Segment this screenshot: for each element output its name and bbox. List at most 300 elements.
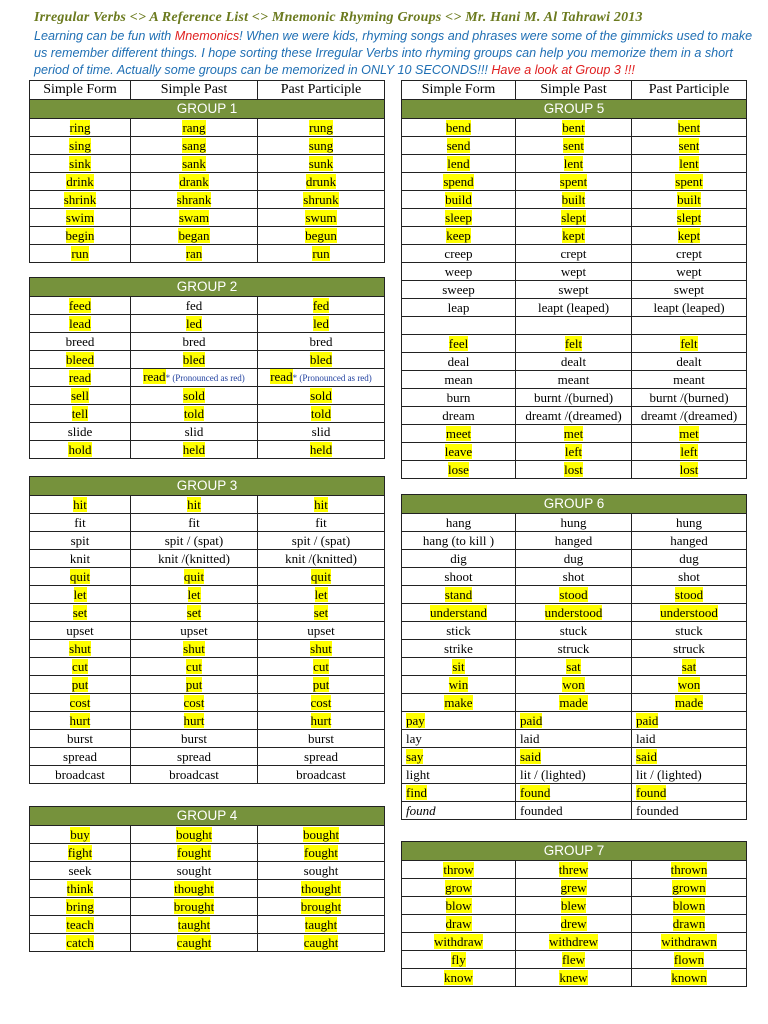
verb-row <box>402 586 747 604</box>
verb-text: breed <box>65 333 95 349</box>
group7-table <box>401 841 747 987</box>
verb-text: shrank <box>176 191 212 207</box>
past-participle-cell <box>258 622 385 640</box>
past-participle-cell <box>632 915 747 933</box>
simple-past-cell <box>516 137 632 155</box>
past-participle-cell <box>632 658 747 676</box>
verb-text: swept <box>673 281 705 297</box>
verb-text: let <box>73 586 87 602</box>
simple-form-cell <box>30 640 131 658</box>
past-participle-cell <box>632 730 747 748</box>
verb-text: sung <box>308 137 334 153</box>
simple-form-cell <box>30 898 131 916</box>
simple-past-cell <box>131 387 258 405</box>
simple-past-cell <box>516 299 632 317</box>
past-participle-cell <box>632 371 747 389</box>
verb-row <box>402 209 747 227</box>
verb-text: upset <box>66 622 94 638</box>
col-simple-past: Simple Past <box>516 81 632 100</box>
verb-text: dug <box>679 550 699 566</box>
verb-text: grow <box>445 879 472 895</box>
simple-form-cell <box>402 897 516 915</box>
verb-text: grown <box>672 879 706 895</box>
verb-text: sit <box>452 658 465 674</box>
column-header-row <box>30 81 385 100</box>
verb-row <box>402 915 747 933</box>
verb-text: shrunk <box>303 191 339 207</box>
simple-form-cell <box>402 461 516 479</box>
verb-row <box>30 155 385 173</box>
simple-form-cell <box>402 227 516 245</box>
verb-text: know <box>444 969 473 985</box>
verb-text: bred <box>182 333 206 349</box>
simple-past-cell <box>516 933 632 951</box>
verb-text: set <box>72 604 88 620</box>
simple-form-cell <box>402 640 516 658</box>
verb-text: struck <box>557 640 590 656</box>
verb-text: burn <box>446 389 471 405</box>
verb-row <box>30 934 385 952</box>
verb-text: won <box>562 676 585 692</box>
intro-text-2: ! When we were kids, rhyming songs and phrases were some of the gimmicks used to make us remember different things. I hope sorting these Irregular Verbs into rhyming groups can help you memorize them in a short period of time. Actually some groups can be memorized in ONLY 10 SECONDS!!! <box>34 29 753 77</box>
verb-text: lent <box>679 155 699 171</box>
simple-past-cell <box>131 423 258 441</box>
past-participle-cell <box>258 441 385 459</box>
verb-text: ran <box>185 245 203 261</box>
verb-text: leapt (leaped) <box>653 299 725 315</box>
group3-body <box>30 496 385 784</box>
verb-text: laid <box>636 730 656 746</box>
verb-text: understood <box>660 604 718 620</box>
verb-text: slept <box>561 209 586 225</box>
verb-row <box>402 514 747 532</box>
past-participle-cell <box>632 443 747 461</box>
verb-row <box>402 748 747 766</box>
verb-text: dreamt /(dreamed) <box>640 407 738 423</box>
verb-row <box>402 389 747 407</box>
verb-text: laid <box>520 730 540 746</box>
verb-text: lost <box>564 461 583 477</box>
simple-past-cell <box>131 622 258 640</box>
verb-text: buy <box>70 826 90 842</box>
verb-text: blew <box>560 897 587 913</box>
verb-text: cut <box>72 658 88 674</box>
group4-table <box>29 806 385 952</box>
past-participle-cell <box>258 387 385 405</box>
verb-text: burst <box>67 730 93 746</box>
verb-text: hold <box>68 441 92 457</box>
simple-form-cell <box>30 315 131 333</box>
verb-text: found <box>520 784 551 800</box>
group-title: GROUP 6 <box>402 495 747 514</box>
past-participle-cell <box>632 694 747 712</box>
simple-past-cell <box>131 586 258 604</box>
verb-row <box>30 209 385 227</box>
simple-past-cell <box>516 748 632 766</box>
past-participle-cell <box>258 748 385 766</box>
verb-row <box>402 676 747 694</box>
pronunciation-note: * (Pronounced as red) <box>292 373 372 383</box>
simple-form-cell <box>402 676 516 694</box>
verb-text: kept <box>677 227 701 243</box>
group5-table <box>401 80 747 479</box>
simple-form-cell <box>402 658 516 676</box>
verb-row <box>402 622 747 640</box>
verb-text: blown <box>672 897 706 913</box>
simple-past-cell <box>516 622 632 640</box>
verb-row <box>402 640 747 658</box>
verb-text: found <box>406 802 436 818</box>
verb-text: hanged <box>554 532 593 548</box>
verb-text: knit /(knitted) <box>158 550 230 566</box>
past-participle-cell <box>632 209 747 227</box>
simple-past-cell <box>516 263 632 281</box>
simple-past-cell <box>516 951 632 969</box>
verb-text: run <box>71 245 89 261</box>
simple-past-cell <box>131 712 258 730</box>
verb-text: slid <box>184 423 204 439</box>
simple-form-cell <box>30 423 131 441</box>
verb-text: set <box>186 604 202 620</box>
simple-form-cell <box>30 333 131 351</box>
simple-form-cell <box>402 137 516 155</box>
simple-past-cell <box>516 173 632 191</box>
past-participle-cell <box>632 425 747 443</box>
mnemonics-word: Mnemonics <box>174 29 240 43</box>
simple-past-cell <box>516 766 632 784</box>
verb-text: swim <box>65 209 95 225</box>
simple-form-cell <box>402 425 516 443</box>
past-participle-cell <box>258 532 385 550</box>
simple-form-cell <box>402 766 516 784</box>
simple-form-cell <box>402 712 516 730</box>
past-participle-cell <box>632 263 747 281</box>
verb-text: build <box>445 191 472 207</box>
past-participle-cell <box>258 658 385 676</box>
verb-row <box>402 299 747 317</box>
simple-form-cell <box>30 405 131 423</box>
group2-body <box>30 297 385 459</box>
simple-form-cell <box>30 137 131 155</box>
verb-text: broadcast <box>55 766 105 782</box>
group4-body <box>30 826 385 952</box>
group6-body <box>402 514 747 820</box>
simple-past-cell <box>131 191 258 209</box>
group2-table <box>29 277 385 459</box>
page-title: Irregular Verbs <> A Reference List <> Mnemonic Rhyming Groups <> Mr. Hani M. Al Tahrawi 2013 <box>34 10 643 25</box>
verb-text: put <box>312 676 330 692</box>
verb-text: understood <box>544 604 603 620</box>
verb-text: slid <box>311 423 331 439</box>
past-participle-cell <box>258 496 385 514</box>
verb-text: knew <box>559 969 588 985</box>
past-participle-cell <box>632 335 747 353</box>
verb-text: shot <box>562 568 585 584</box>
verb-row <box>402 407 747 425</box>
group-title: GROUP 2 <box>30 278 385 297</box>
simple-past-cell <box>516 155 632 173</box>
past-participle-cell <box>258 916 385 934</box>
simple-past-cell <box>131 568 258 586</box>
verb-row <box>30 898 385 916</box>
simple-form-cell <box>402 748 516 766</box>
verb-text: kept <box>562 227 585 243</box>
verb-text: grew <box>560 879 587 895</box>
past-participle-cell <box>632 550 747 568</box>
verb-text: knit <box>69 550 91 566</box>
verb-row <box>30 766 385 784</box>
simple-past-cell <box>131 604 258 622</box>
simple-past-cell <box>516 209 632 227</box>
simple-past-cell <box>516 532 632 550</box>
past-participle-cell <box>258 730 385 748</box>
verb-text: withdraw <box>433 933 484 949</box>
simple-past-cell <box>131 658 258 676</box>
simple-form-cell <box>30 658 131 676</box>
verb-row <box>402 155 747 173</box>
verb-row <box>30 658 385 676</box>
verb-text: hanged <box>670 532 708 548</box>
verb-text: spit / (spat) <box>291 532 351 548</box>
verb-text: said <box>520 748 541 764</box>
simple-past-cell <box>516 802 632 820</box>
verb-row <box>30 173 385 191</box>
past-participle-cell <box>258 351 385 369</box>
simple-past-cell <box>516 712 632 730</box>
verb-text: paid <box>520 712 543 728</box>
simple-past-cell <box>131 898 258 916</box>
verb-text: burnt /(burned) <box>649 389 729 405</box>
verb-text: lost <box>679 461 699 477</box>
verb-row <box>30 826 385 844</box>
verb-text: drew <box>560 915 587 931</box>
verb-text: burnt /(burned) <box>533 389 614 405</box>
verb-text: found <box>636 784 667 800</box>
verb-row <box>402 861 747 879</box>
simple-form-cell <box>30 844 131 862</box>
verb-row <box>402 532 747 550</box>
simple-form-cell <box>402 245 516 263</box>
group5a-body <box>402 119 747 317</box>
verb-text: made <box>559 694 588 710</box>
simple-past-cell <box>516 550 632 568</box>
verb-text: quit <box>69 568 91 584</box>
verb-row <box>30 441 385 459</box>
simple-past-cell <box>131 514 258 532</box>
past-participle-cell <box>258 155 385 173</box>
verb-text: lead <box>69 315 91 331</box>
verb-row <box>30 297 385 315</box>
simple-form-cell <box>30 766 131 784</box>
simple-form-cell <box>402 119 516 137</box>
verb-text: sought <box>303 862 339 878</box>
verb-text: lit / (lighted) <box>520 766 586 782</box>
verb-text: stuck <box>675 622 703 638</box>
simple-past-cell <box>516 227 632 245</box>
verb-text: fly <box>451 951 466 967</box>
verb-row <box>30 712 385 730</box>
simple-form-cell <box>402 730 516 748</box>
verb-text: left <box>564 443 583 459</box>
past-participle-cell <box>258 694 385 712</box>
simple-form-cell <box>30 568 131 586</box>
col-simple-past: Simple Past <box>131 81 258 100</box>
simple-past-cell <box>131 676 258 694</box>
verb-text: sweep <box>442 281 475 297</box>
verb-text: threw <box>558 861 589 877</box>
verb-text: feed <box>68 297 92 313</box>
verb-text: pay <box>406 712 425 728</box>
past-participle-cell <box>632 802 747 820</box>
simple-past-cell <box>516 514 632 532</box>
past-participle-cell <box>632 155 747 173</box>
verb-text: crept <box>676 245 702 261</box>
verb-text: wept <box>676 263 702 279</box>
past-participle-cell <box>632 586 747 604</box>
past-participle-cell <box>258 514 385 532</box>
past-participle-cell <box>258 898 385 916</box>
simple-form-cell <box>402 263 516 281</box>
verb-text: drawn <box>672 915 706 931</box>
verb-text: sell <box>70 387 90 403</box>
verb-text: thought <box>301 880 341 896</box>
verb-text: blow <box>445 897 472 913</box>
past-participle-cell <box>258 423 385 441</box>
verb-text: thrown <box>670 861 708 877</box>
verb-row <box>402 604 747 622</box>
verb-text: hurt <box>183 712 205 728</box>
verb-row <box>30 748 385 766</box>
verb-text: cost <box>69 694 91 710</box>
simple-past-cell <box>131 826 258 844</box>
verb-text: taught <box>177 916 211 932</box>
group1-body <box>30 119 385 263</box>
verb-text: founded <box>636 802 679 818</box>
simple-form-cell <box>30 173 131 191</box>
verb-text: sunk <box>308 155 334 171</box>
verb-text: stood <box>674 586 704 602</box>
past-participle-cell <box>258 297 385 315</box>
simple-form-cell <box>402 915 516 933</box>
verb-text: began <box>178 227 210 243</box>
past-participle-cell <box>632 353 747 371</box>
past-participle-cell <box>258 191 385 209</box>
verb-text: deal <box>447 353 470 369</box>
past-participle-cell <box>632 389 747 407</box>
simple-form-cell <box>402 514 516 532</box>
verb-text: spit <box>70 532 90 548</box>
simple-past-cell <box>516 191 632 209</box>
verb-text: felt <box>564 335 583 351</box>
verb-row <box>402 694 747 712</box>
verb-row <box>30 694 385 712</box>
simple-form-cell <box>402 155 516 173</box>
simple-form-cell <box>402 173 516 191</box>
verb-text: cost <box>183 694 205 710</box>
verb-row <box>30 844 385 862</box>
simple-form-cell <box>30 387 131 405</box>
verb-text: leap <box>447 299 470 315</box>
simple-form-cell <box>402 191 516 209</box>
simple-past-cell <box>516 461 632 479</box>
past-participle-cell <box>632 933 747 951</box>
verb-text: spread <box>177 748 211 764</box>
verb-text: spread <box>63 748 97 764</box>
verb-text: burst <box>308 730 335 746</box>
simple-form-cell <box>402 861 516 879</box>
past-participle-cell <box>258 227 385 245</box>
verb-text: read <box>143 369 166 384</box>
past-participle-cell <box>258 640 385 658</box>
simple-form-cell <box>30 532 131 550</box>
simple-past-cell <box>131 209 258 227</box>
verb-text: begun <box>305 227 337 243</box>
group-title: GROUP 1 <box>30 100 385 119</box>
verb-row <box>402 568 747 586</box>
verb-text: bent <box>562 119 585 135</box>
verb-row <box>30 862 385 880</box>
simple-form-cell <box>402 622 516 640</box>
verb-text: fight <box>67 844 93 860</box>
past-participle-cell <box>632 245 747 263</box>
verb-text: stand <box>444 586 473 602</box>
verb-text: hang (to kill ) <box>422 532 495 548</box>
verb-text: founded <box>520 802 563 818</box>
intro-paragraph <box>34 28 764 79</box>
simple-past-cell <box>516 335 632 353</box>
verb-row <box>402 191 747 209</box>
verb-text: sold <box>183 387 205 403</box>
simple-past-cell <box>131 532 258 550</box>
verb-text: met <box>563 425 584 441</box>
verb-text: sought <box>176 862 212 878</box>
simple-past-cell <box>516 245 632 263</box>
verb-row <box>30 730 385 748</box>
verb-text: stuck <box>559 622 588 638</box>
simple-form-cell <box>402 407 516 425</box>
verb-row <box>402 335 747 353</box>
verb-text: sing <box>69 137 91 153</box>
verb-text: swum <box>305 209 337 225</box>
verb-row <box>30 604 385 622</box>
past-participle-cell <box>632 712 747 730</box>
verb-text: built <box>677 191 701 207</box>
past-participle-cell <box>258 369 385 387</box>
verb-text: tell <box>71 405 89 421</box>
verb-row <box>402 425 747 443</box>
simple-past-cell <box>516 897 632 915</box>
simple-past-cell <box>516 730 632 748</box>
pronunciation-note: * (Pronounced as red) <box>165 373 245 383</box>
simple-form-cell <box>402 951 516 969</box>
verb-text: sent <box>678 137 700 153</box>
verb-text: stick <box>446 622 471 638</box>
intro-text-1: Learning can be fun with <box>34 29 175 43</box>
verb-text: meant <box>557 371 590 387</box>
past-participle-cell <box>632 461 747 479</box>
verb-text: shot <box>678 568 700 584</box>
past-participle-cell <box>632 969 747 987</box>
simple-past-cell <box>131 315 258 333</box>
verb-text: put <box>185 676 203 692</box>
simple-form-cell <box>402 443 516 461</box>
simple-form-cell <box>402 694 516 712</box>
verb-text: seek <box>68 862 92 878</box>
verb-row <box>402 802 747 820</box>
simple-form-cell <box>30 862 131 880</box>
verb-text: lose <box>448 461 469 477</box>
verb-text: rung <box>309 119 333 135</box>
